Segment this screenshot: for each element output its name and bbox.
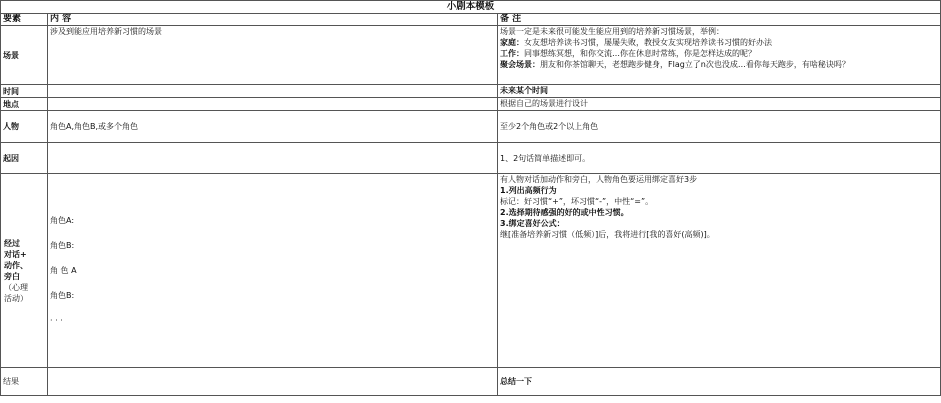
title-row <box>1 1 941 14</box>
role-line: 角色B: <box>50 241 75 250</box>
note-scene-example <box>500 48 938 59</box>
row-process <box>1 174 941 368</box>
row-scene <box>1 26 941 85</box>
label-process[interactable] <box>1 174 48 368</box>
label-process-main: 经过 对话+ 动作、 旁白 <box>4 238 28 281</box>
note-scene-example <box>500 59 938 70</box>
content-result[interactable] <box>48 368 498 396</box>
note-characters[interactable] <box>498 111 941 143</box>
label-cause[interactable]: 起因 <box>1 143 48 174</box>
content-cause[interactable] <box>48 143 498 174</box>
step-text: 标记：好习惯“+”，坏习惯“-”，中性“=”。 <box>500 197 654 206</box>
role-line: 角色B: <box>50 291 75 300</box>
note-characters-text: 至少2个角色或2个以上角色 <box>500 122 599 131</box>
label-place[interactable]: 地点 <box>1 98 48 111</box>
step-text: 继[准备培养新习惯（低频）]后，我将进行[我的喜好(高频)]。 <box>500 230 715 239</box>
row-result <box>1 368 941 396</box>
example-text: 同事想练冥想，和你交流…你在休息时常练，你是怎样达成的呢？ <box>524 49 756 58</box>
content-scene[interactable]: 涉及到能应用培养新习惯的场景 <box>48 26 498 85</box>
label-scene[interactable]: 场景 <box>1 26 48 85</box>
note-process-intro: 有人物对话加动作和旁白，人物角色要运用绑定喜好3步 <box>500 175 698 184</box>
content-characters[interactable]: 角色A,角色B,或多个角色 <box>48 111 498 143</box>
content-process[interactable] <box>48 174 498 368</box>
example-key: 聚会场景： <box>500 60 540 69</box>
label-time[interactable]: 时间 <box>1 85 48 98</box>
note-scene-intro: 场景一定是未来很可能发生能应用到的培养新习惯场景，举例： <box>500 27 724 36</box>
note-scene[interactable] <box>498 26 941 85</box>
note-cause[interactable]: 1、2句话简单描述即可。 <box>498 143 941 174</box>
note-place[interactable]: 根据自己的场景进行设计 <box>498 98 941 111</box>
header-content[interactable]: 内 容 <box>48 14 498 26</box>
example-text: 女友想培养读书习惯，屡屡失败，教授女友实现培养读书习惯的好办法 <box>524 38 772 47</box>
row-time <box>1 85 941 98</box>
label-result[interactable]: 结果 <box>1 368 48 396</box>
template-title[interactable]: 小剧本模板 <box>1 1 941 14</box>
content-place[interactable] <box>48 98 498 111</box>
row-cause <box>1 143 941 174</box>
example-key: 家庭： <box>500 38 524 47</box>
note-process[interactable] <box>498 174 941 368</box>
label-characters[interactable]: 人物 <box>1 111 48 143</box>
note-time[interactable]: 未来某个时间 <box>498 85 941 98</box>
note-result[interactable]: 总结一下 <box>498 368 941 396</box>
example-text: 朋友和你茶馆聊天，老想跑步健身，Flag立了n次也没成…看你每天跑步，有啥秘诀吗？ <box>540 60 850 69</box>
role-line: 角 色 A <box>50 266 77 275</box>
step-heading: 3.绑定喜好公式： <box>500 219 565 228</box>
content-time[interactable] <box>48 85 498 98</box>
header-row <box>1 14 941 26</box>
step-heading: 1.列出高频行为 <box>500 186 557 195</box>
example-key: 工作： <box>500 49 524 58</box>
label-process-sub: （心理 活动） <box>4 282 28 303</box>
role-line: 角色A: <box>50 216 75 225</box>
row-place <box>1 98 941 111</box>
role-line: · · · <box>50 316 63 325</box>
header-notes[interactable]: 备 注 <box>498 14 941 26</box>
header-element[interactable]: 要素 <box>1 14 48 26</box>
row-characters <box>1 111 941 143</box>
note-scene-example <box>500 37 938 48</box>
step-heading: 2.选择期待感强的好的或中性习惯。 <box>500 208 629 217</box>
